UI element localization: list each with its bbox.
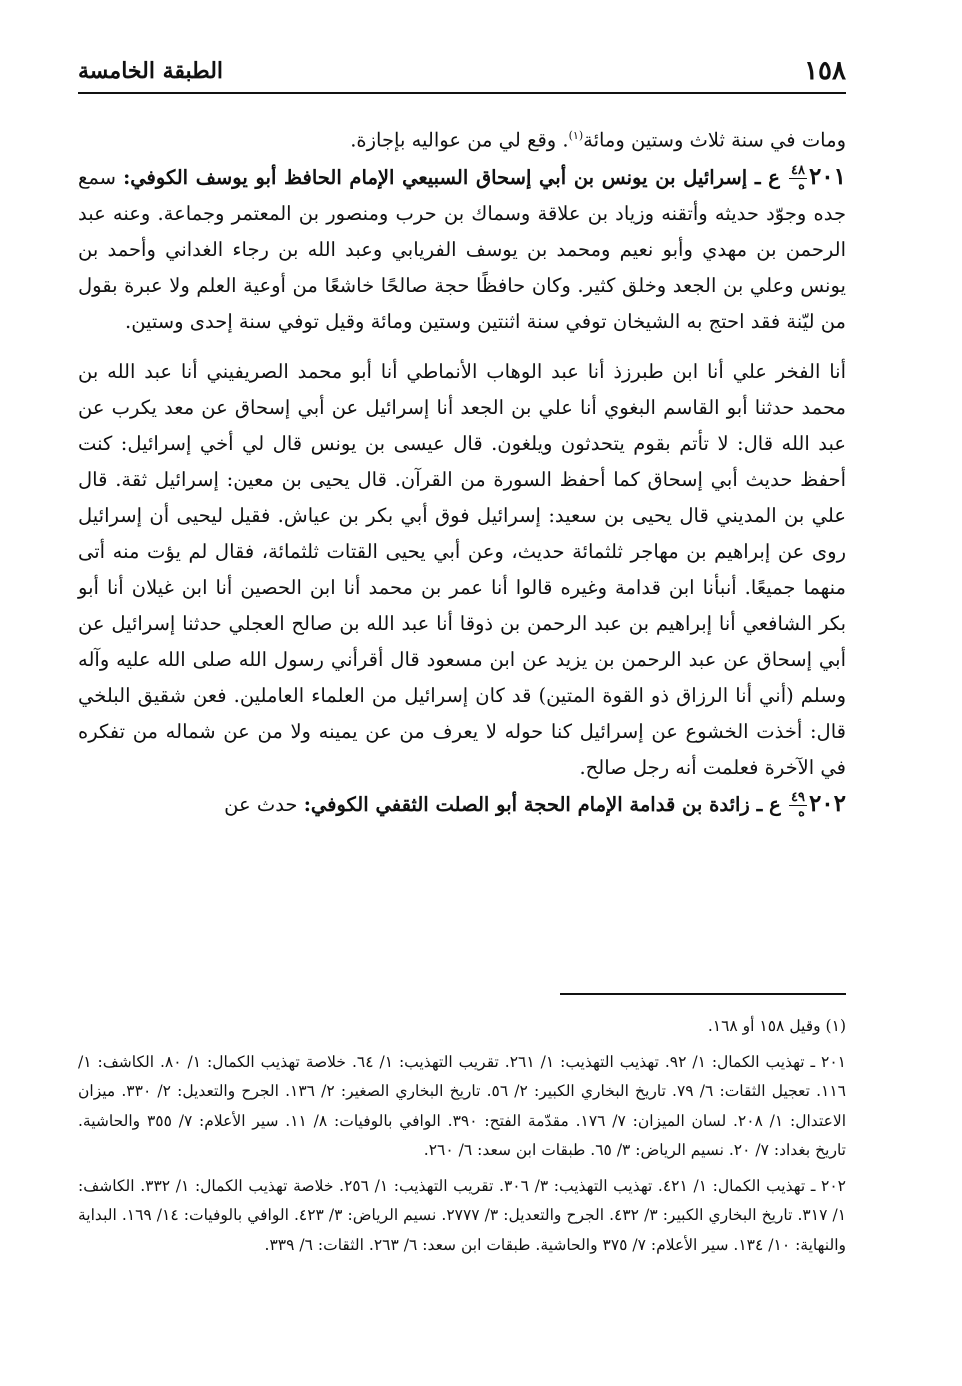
reference-202 — [78, 1172, 846, 1261]
entry-heading: ع ـ زائدة بن قدامة الإمام الحجة أبو الصلت الثقفي الكوفي: — [303, 792, 781, 816]
opening-line — [78, 118, 846, 159]
opening-tail: . وقع لي من عواليه بإجازة. — [350, 128, 569, 152]
narration-paragraph: أنا الفخر علي أنا ابن طبرزذ أنا عبد الوهاب الأنماطي أنا أبو محمد الصريفيني أنا عبد الله بن محمد حدثنا أبو القاسم البغوي أنا علي بن الجعد أنا إسرائيل عن أبي إسحاق عن معد يكرب عن عبد الله قال: لا تأتم بقوم يتحدثون ويلغون. قال عيسى بن يونس قال لي أخي إسرائيل: كنت أحفظ حديث أبي إسحاق كما أحفظ السورة من القرآن. قال يحيى بن معين: إسرائيل ثقة. قال علي بن المديني قال يحيى بن سعيد: إسرائيل فوق أبي بكر بن عياش. فقيل ليحيى أن إسرائيل روى عن إبراهيم بن مهاجر ثلثمائة حديث، وعن أبي يحيى القتات ثلثمائة، فقال لم يؤت منه أتى منهما جميعًا. أنبأنا ابن قدامة وغيره قالوا أنا عمر بن محمد أنا ابن الحصين أنا ابن غيلان أنا أبو بكر الشافعي أنا إبراهيم بن عبد الرحمن بن ذوقا أنا عبد الله بن صالح العجلي حدثنا إسرائيل عن أبي إسحاق عن عبد الرحمن بن يزيد عن ابن مسعود قال أقرأني رسول الله صلى الله عليه وآله وسلم (أني أنا الرزاق ذو القوة المتين) قد كان إسرائيل من العلماء العاملين. فعن شقيق البلخي قال: أخذت الخشوع عن إسرائيل كنا حوله لا يعرف من عن يمينه ولا من عن شماله من تفكره في الآخرة فعلمت أنه رجل صالح. — [78, 359, 846, 779]
main-text — [78, 118, 846, 823]
fraction-numerator: ٤٨ — [790, 162, 805, 178]
fraction-denominator: ه — [798, 177, 805, 193]
entry-number: ٢٠٢ — [808, 789, 846, 817]
entry-201 — [78, 159, 846, 340]
footnote-1: (١) وقيل ١٥٨ أو ١٦٨. — [707, 1017, 846, 1035]
footnote-marker: (١) — [568, 129, 584, 142]
entry-202 — [78, 786, 846, 823]
page-header — [78, 50, 846, 94]
fraction-numerator: ٤٩ — [790, 789, 805, 805]
page-number: ١٥٨ — [804, 56, 846, 86]
entry-text: سمع جده وجوّد حديثه وأتقنه وزياد بن علاقة وسماك بن حرب ومنصور بن المعتمر وجماعة. وعنه عبد الرحمن بن مهدي وأبو نعيم ومحمد بن يوسف الفريابي وعبد الله بن رجاء الغداني وأحمد بن يونس وعلي بن الجعد وخلق كثير. وكان حافظًا حجة صالحًا خاشعًا من أوعية العلم ولا عبرة بقول من ليّنة فقد احتج به الشيخان توفي سنة اثنتين وستين ومائة وقيل توفي سنة إحدى وستين. — [78, 165, 846, 333]
reference-lead: ٢٠٢ ـ تهذيب الكمال: ١/ ٤٢١. تهذيب التهذيب: ٣/ ٣٠٦. تقريب التهذيب: ١/ ٢٥٦. خلاصة تهذيب — [248, 1176, 846, 1195]
reference-lead: ٢٠١ ـ تهذيب الكمال: ١/ ٩٢. تهذيب التهذيب: ١/ ٢٦١. تقريب التهذيب: ١/ ٦٤. خلاصة تهذيب الكمال: — [206, 1052, 846, 1071]
fraction-denominator: ه — [798, 804, 805, 820]
reference-rest: ١/ ٨٠. الكاشف: ١/ ١١٦. تعجيل الثقات: ٦/ ٧٩. تاريخ البخاري الكبير: ٢/ ٥٦. تاريخ البخاري الصغير: ٢/ ١٣٦. الجرح والتعديل: ٢/ ٣٣٠. ميزان الاعتدال: ١/ ٢٠٨. لسان الميزان: ٧/ ١٧٦. مقدّمة الفتح: ٣٩٠. الوافي بالوفيات: ٨/ ١١. سير الأعلام: ٧/ ٣٥٥ والحاشية. تاريخ بغداد: ٧/ ٢٠. نسيم الرياض: ٣/ ٦٥. طبقات ابن سعد: ٦/ ٢٦٠. — [78, 1052, 847, 1159]
entry-heading: ع ـ إسرائيل بن يونس بن أبي إسحاق السبيعي الإمام الحافظ أبو يوسف الكوفي: — [123, 165, 780, 189]
entry-text: حدث عن — [224, 792, 298, 816]
running-title: الطبقة الخامسة — [78, 58, 224, 84]
reference-201 — [78, 1048, 846, 1166]
entry-number: ٢٠١ — [808, 162, 847, 190]
footnote-separator — [560, 993, 846, 995]
tabaqa-fraction — [789, 791, 807, 820]
tabaqa-fraction — [789, 164, 807, 193]
footnotes — [78, 1012, 846, 1260]
reference-rest: الكمال: ١/ ٣٣٢. الكاشف: ١/ ٣١٧. تاريخ البخاري الكبير: ٣/ ٤٣٢. الجرح والتعديل: ٣/ ٢٧٧٧. نسيم الرياض: ٣/ ٤٢٣. الوافي بالوفيات: ١٤/ ١٦٩. البداية والنهاية: ١٠/ ١٣٤. سير الأعلام: ٧/ ٣٧٥ والحاشية. طبقات ابن سعد: ٦/ ٢٦٣. الثقات: ٦/ ٣٣٩. — [78, 1176, 847, 1254]
opening-text: ومات في سنة ثلاث وستين ومائة — [583, 128, 846, 152]
